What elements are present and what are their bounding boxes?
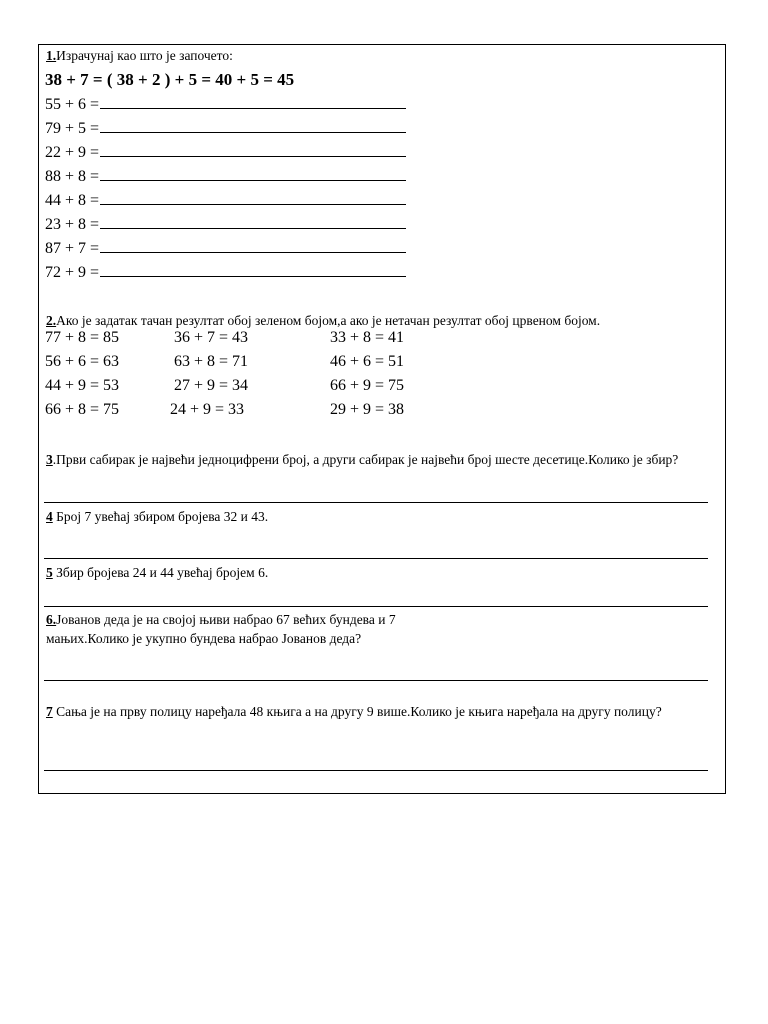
task3-number: 3 <box>46 452 53 467</box>
task2-equation: 63 + 8 = 71 <box>174 353 249 370</box>
task2-instruction: Ако је задатак тачан резултат обој зеленом бојом,а ако је нетачан резултат обој црвеном бојом. <box>56 313 601 328</box>
task6-line1: 6.Јованов деда је на својој њиви набрао 67 већих бундева и 7 <box>46 612 396 627</box>
task2-equation: 29 + 9 = 38 <box>330 401 405 418</box>
task4-number: 4 <box>46 509 53 524</box>
task1-item: 72 + 9 = <box>45 262 406 284</box>
task2-number: 2. <box>46 313 57 328</box>
task1-item: 87 + 7 = <box>45 238 406 260</box>
answer-line <box>44 606 708 607</box>
answer-line <box>44 502 708 503</box>
task2-equation: 44 + 9 = 53 <box>45 377 120 394</box>
task2-equation: 36 + 7 = 43 <box>174 329 249 346</box>
task2-equation: 27 + 9 = 34 <box>174 377 249 394</box>
task1-item: 23 + 8 = <box>45 214 406 236</box>
task2-equation: 66 + 8 = 75 <box>45 401 120 418</box>
task7-number: 7 <box>46 704 53 719</box>
task5-text: 5 Збир бројева 24 и 44 увећај бројем 6. <box>46 565 269 580</box>
task6-line2: мањих.Колико је укупно бундева набрао Јованов деда? <box>46 631 362 646</box>
task1-number: 1. <box>46 48 57 63</box>
task2-equation: 24 + 9 = 33 <box>170 401 245 418</box>
task2-equation: 77 + 8 = 85 <box>45 329 120 346</box>
task6-number: 6. <box>46 612 57 627</box>
task1-item: 79 + 5 = <box>45 118 406 140</box>
task1-item: 55 + 6 = <box>45 94 406 116</box>
task1-item: 88 + 8 = <box>45 166 406 188</box>
task1-item: 44 + 8 = <box>45 190 406 212</box>
task7-text: 7 Сања је на прву полицу наређала 48 књига а на другу 9 више.Колико је књига наређала на другу полицу? <box>46 704 662 719</box>
task1-heading <box>46 47 233 65</box>
answer-line <box>44 558 708 559</box>
task1-instruction: Израчунај као што је започето: <box>56 48 233 63</box>
task1-item: 22 + 9 = <box>45 142 406 164</box>
task1-example: 38 + 7 = ( 38 + 2 ) + 5 = 40 + 5 = 45 <box>45 70 295 89</box>
answer-line <box>44 680 708 681</box>
task4-text: 4 Број 7 увећај збиром бројева 32 и 43. <box>46 509 269 524</box>
task2-equation: 33 + 8 = 41 <box>330 329 405 346</box>
task2-equation: 66 + 9 = 75 <box>330 377 405 394</box>
answer-line <box>44 770 708 771</box>
task5-number: 5 <box>46 565 53 580</box>
task2-equation: 46 + 6 = 51 <box>330 353 405 370</box>
task2-equation: 56 + 6 = 63 <box>45 353 120 370</box>
task2-heading <box>46 312 600 330</box>
task3-text: 3.Први сабирак је највећи једноцифрени број, а други сабирак је највећи број шесте десетице.Колико је збир? <box>46 452 679 467</box>
